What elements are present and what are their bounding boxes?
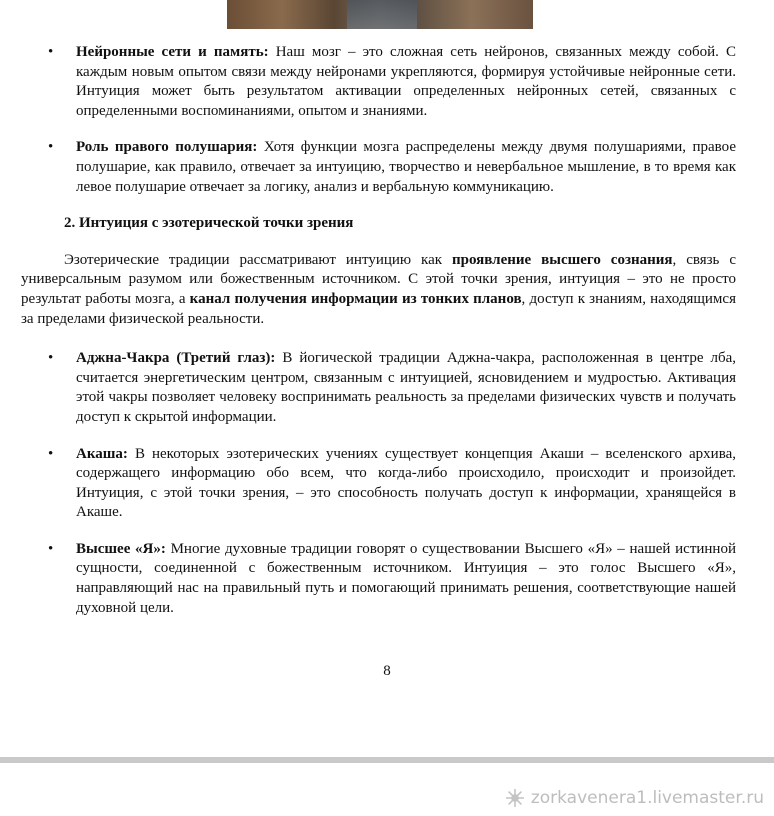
bullet-text: Хотя функции мозга распределены между двумя полушариями, правое полушарие, как правило, отвечает за интуицию, творчество и невербальное мышление, в то время как левое полушарие отвечает за логику, анализ и вербальную коммуникацию. <box>76 139 737 195</box>
list-item <box>21 445 736 523</box>
page-divider <box>0 757 774 763</box>
bullet-icon: • <box>48 350 54 367</box>
list-item <box>21 349 736 427</box>
snowflake-icon <box>505 788 525 808</box>
bullet-term: Роль правого полушария: <box>76 139 258 156</box>
bullet-icon: • <box>48 44 54 60</box>
paragraph-emphasis: проявление высшего сознания <box>451 251 673 268</box>
bullet-text: В йогической традиции Аджна-чакра, расположенная в центре лба, считается энергетическим центром, связанным с интуицией, ясновидением и мудростью. Активация этой чакры позволяет человеку воспринимать реальность за пределами физических чувств и получать доступ к скрытой информации. <box>76 350 736 425</box>
body-paragraph <box>21 251 736 329</box>
bullet-term: Акаша: <box>76 445 128 462</box>
list-item <box>21 138 736 197</box>
bullet-icon: • <box>48 139 54 156</box>
list-item <box>21 540 736 618</box>
paragraph-text: , доступ к знаниям, находящимся за пределами физической реальности. <box>21 290 736 327</box>
paragraph-emphasis: канал получения информации из тонких планов <box>189 290 522 307</box>
bullet-text: Многие духовные традиции говорят о существовании Высшего «Я» – нашей истинной сущности, соединенной с божественным источником. Интуиция – это голос Высшего «Я», направляющий нас на правильный путь и помогающий принимать решения, соответствующие нашей духовной цели. <box>76 540 736 616</box>
bullet-text: В некоторых эзотерических учениях существует концепция Акаши – вселенского архива, содержащего информацию обо всем, что когда-либо происходило, происходит и произойдет. Интуиция, с этой точки зрения, – это способность получать доступ к информации, хранящейся в Акаше. <box>76 445 736 521</box>
paragraph-text: Эзотерические традиции рассматривают интуицию как <box>64 251 452 268</box>
section-heading: 2. Интуиция с эзотерической точки зрения <box>64 215 354 232</box>
watermark-text: zorkavenera1.livemaster.ru <box>530 788 764 808</box>
paragraph-text: , связь с универсальным разумом или божественным источником. С этой точки зрения, интуиция – это не просто результат работы мозга, а <box>21 251 736 307</box>
bullet-term: Аджна-Чакра (Третий глаз): <box>76 350 276 367</box>
bullet-icon: • <box>48 445 54 462</box>
watermark <box>505 788 764 808</box>
top-photo-fragment <box>227 0 533 29</box>
list-item <box>21 43 736 121</box>
bullet-term: Высшее «Я»: <box>76 540 166 557</box>
bullet-icon: • <box>48 540 54 557</box>
bullet-list-top <box>21 43 736 197</box>
bullet-term: Нейронные сети и память: <box>76 44 269 60</box>
document-body <box>21 43 736 635</box>
bullet-text: Наш мозг – это сложная сеть нейронов, связанных между собой. С каждым новым опытом связи между нейронами укрепляются, формируя устойчивые нейронные сети. Интуиция может быть результатом активации определенных нейронных сетей, связанных с определенными воспоминаниями, опытом и знаниями. <box>76 44 737 119</box>
bullet-list-bottom <box>21 349 736 618</box>
page-number: 8 <box>383 663 391 679</box>
